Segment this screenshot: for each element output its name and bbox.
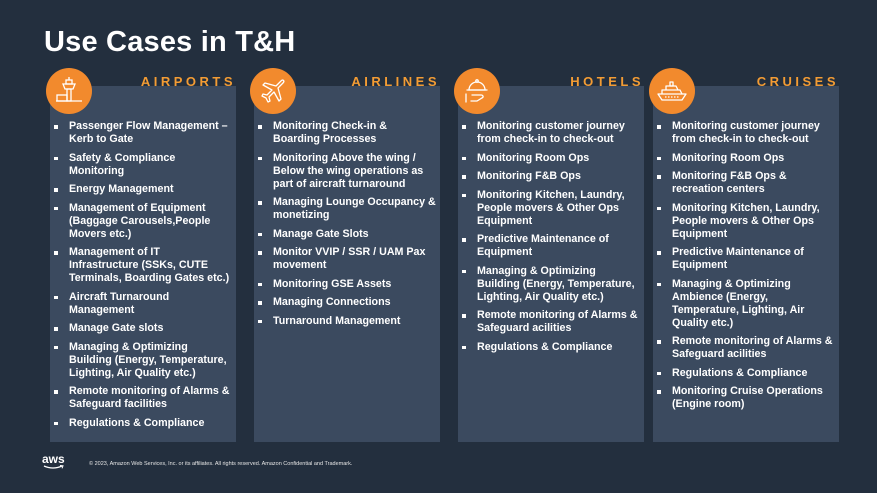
- page-title: Use Cases in T&H: [44, 26, 296, 58]
- list-item: Remote monitoring of Alarms & Safeguard facilities: [50, 385, 236, 411]
- use-case-list: [50, 120, 236, 435]
- list-item: Managing & Optimizing Building (Energy, Temperature, Lighting, Air Quality etc.): [50, 341, 236, 380]
- list-item: Monitoring customer journey from check-in to check-out: [458, 120, 644, 146]
- use-case-list: [458, 120, 644, 359]
- list-item: Regulations & Compliance: [458, 341, 644, 354]
- aws-smile-icon: [43, 465, 65, 470]
- column-heading: AIRPORTS: [140, 74, 236, 89]
- list-item: Managing Connections: [254, 296, 440, 309]
- airplane-icon: [250, 68, 296, 114]
- list-item: Remote monitoring of Alarms & Safeguard acilities: [653, 335, 839, 361]
- list-item: Monitoring Room Ops: [458, 152, 644, 165]
- control-tower-icon: [46, 68, 92, 114]
- list-item: Regulations & Compliance: [653, 367, 839, 380]
- list-item: Manage Gate slots: [50, 322, 236, 335]
- list-item: Remote monitoring of Alarms & Safeguard acilities: [458, 309, 644, 335]
- column-airlines: [254, 68, 440, 442]
- list-item: Passenger Flow Management – Kerb to Gate: [50, 120, 236, 146]
- column-heading: AIRLINES: [351, 74, 440, 89]
- list-item: Aircraft Turnaround Management: [50, 291, 236, 317]
- column-heading: HOTELS: [570, 74, 644, 89]
- list-item: Manage Gate Slots: [254, 228, 440, 241]
- list-item: Monitoring F&B Ops & recreation centers: [653, 170, 839, 196]
- list-item: Monitoring Check-in & Boarding Processes: [254, 120, 440, 146]
- use-case-list: [254, 120, 440, 333]
- list-item: Monitor VVIP / SSR / UAM Pax movement: [254, 246, 440, 272]
- list-item: Management of IT Infrastructure (SSKs, CUTE Terminals, Boarding Gates etc.): [50, 246, 236, 285]
- list-item: Monitoring Kitchen, Laundry, People movers & Other Ops Equipment: [653, 202, 839, 241]
- copyright-notice: © 2023, Amazon Web Services, Inc. or its affiliates. All rights reserved. Amazon Confidential and Trademark.: [89, 461, 353, 467]
- list-item: Management of Equipment (Baggage Carousels,People Movers etc.): [50, 202, 236, 241]
- list-item: Monitoring Cruise Operations (Engine room): [653, 385, 839, 411]
- list-item: Managing Lounge Occupancy & monetizing: [254, 196, 440, 222]
- aws-logo: aws: [42, 452, 65, 466]
- list-item: Turnaround Management: [254, 315, 440, 328]
- column-cruises: [653, 68, 839, 442]
- list-item: Energy Management: [50, 183, 236, 196]
- list-item: Regulations & Compliance: [50, 417, 236, 430]
- list-item: Predictive Maintenance of Equipment: [458, 233, 644, 259]
- list-item: Predictive Maintenance of Equipment: [653, 246, 839, 272]
- list-item: Managing & Optimizing Building (Energy, Temperature, Lighting, Air Quality etc.): [458, 265, 644, 304]
- use-case-list: [653, 120, 839, 417]
- list-item: Monitoring Kitchen, Laundry, People movers & Other Ops Equipment: [458, 189, 644, 228]
- cruise-ship-icon: [649, 68, 695, 114]
- list-item: Monitoring F&B Ops: [458, 170, 644, 183]
- list-item: Monitoring GSE Assets: [254, 278, 440, 291]
- column-airports: [50, 68, 236, 442]
- column-hotels: [458, 68, 644, 442]
- room-service-icon: [454, 68, 500, 114]
- column-heading: CRUISES: [756, 74, 839, 89]
- list-item: Safety & Compliance Monitoring: [50, 152, 236, 178]
- list-item: Managing & Optimizing Ambience (Energy, Temperature, Lighting, Air Quality etc.): [653, 278, 839, 330]
- list-item: Monitoring customer journey from check-in to check-out: [653, 120, 839, 146]
- list-item: Monitoring Room Ops: [653, 152, 839, 165]
- list-item: Monitoring Above the wing / Below the wing operations as part of aircraft turnaround: [254, 152, 440, 191]
